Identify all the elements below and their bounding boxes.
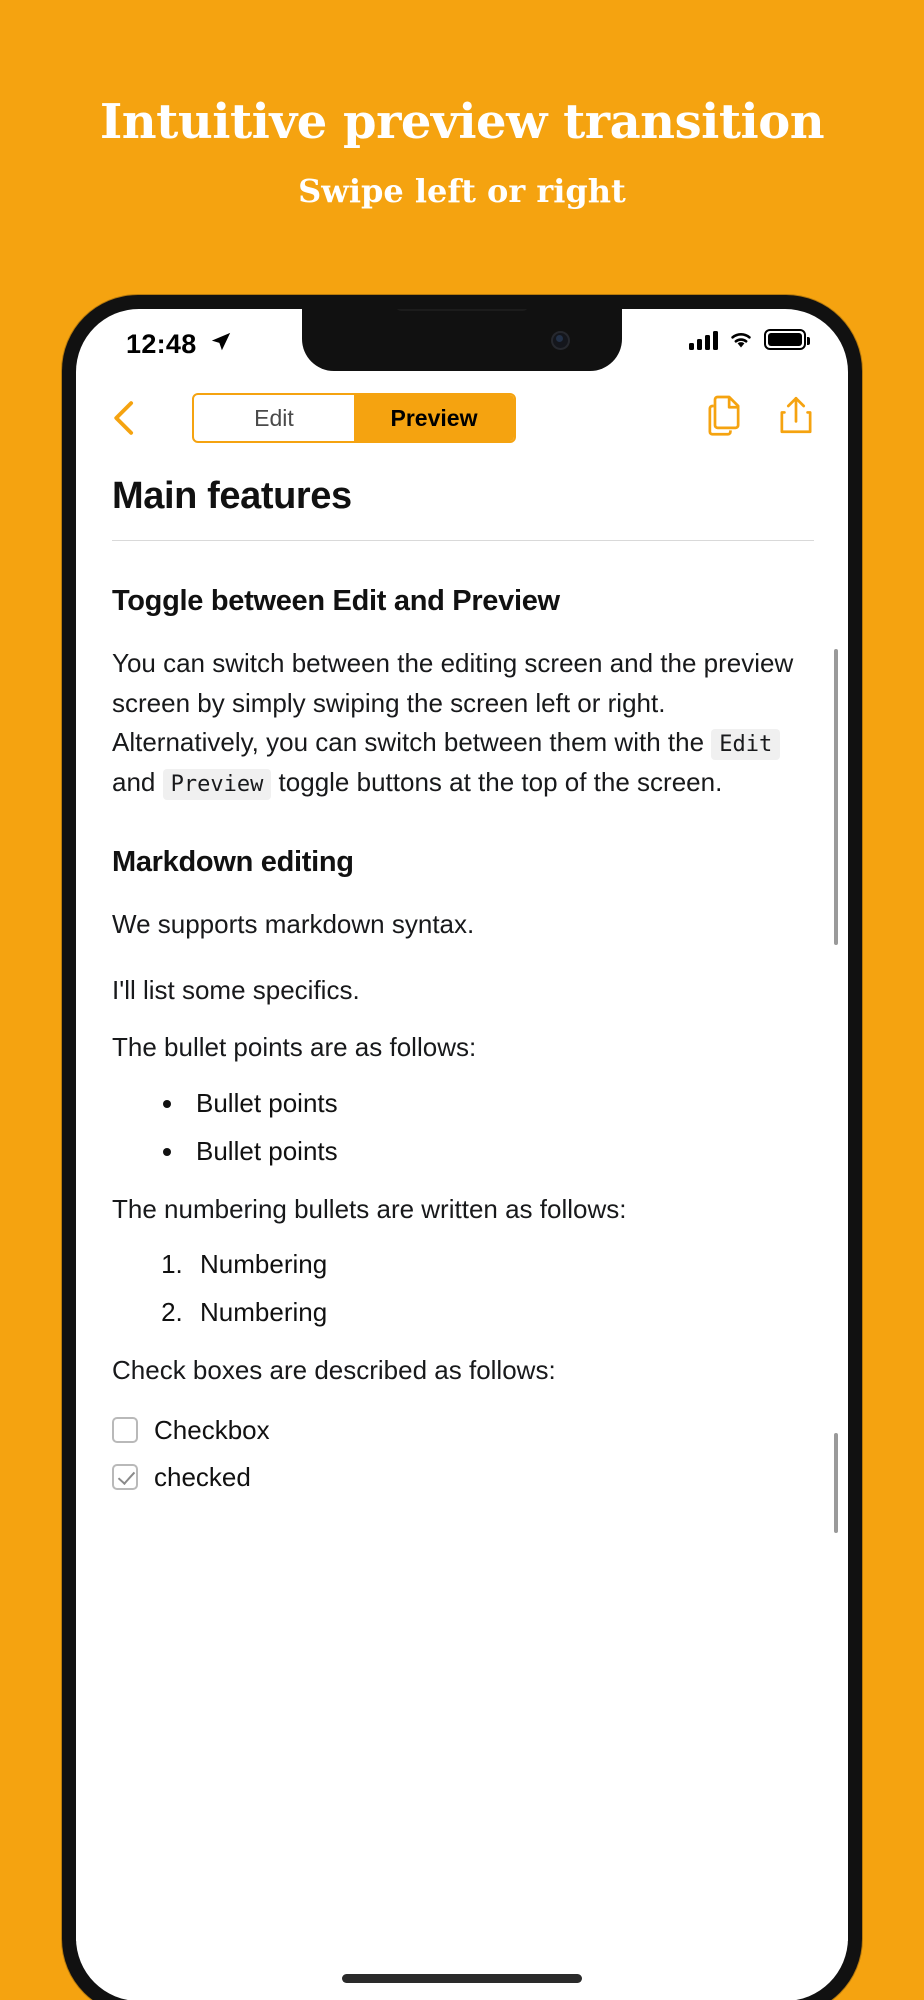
app-toolbar bbox=[76, 375, 848, 461]
list-item: 2. Numbering bbox=[190, 1299, 814, 1325]
phone-notch bbox=[302, 309, 622, 371]
tab-edit[interactable]: Edit bbox=[254, 404, 294, 431]
inline-code-preview: Preview bbox=[163, 769, 272, 800]
earpiece-speaker bbox=[396, 309, 528, 311]
phone-screen bbox=[76, 309, 848, 2000]
markdown-paragraph-2-line-1: I'll list some specifics. bbox=[112, 974, 360, 1005]
inline-code-edit: Edit bbox=[711, 729, 780, 760]
numbered-list bbox=[112, 1249, 814, 1328]
markdown-paragraph-2-line-2: The bullet points are as follows: bbox=[112, 1032, 477, 1063]
paragraph-text-part-1: You can switch between the editing screen and the preview screen by simply swiping the screen left or right. Alternatively, you can switch between them with the bbox=[112, 648, 794, 758]
checkbox-checked-icon[interactable] bbox=[112, 1464, 138, 1490]
list-item: • Bullet points bbox=[186, 1138, 814, 1164]
paragraph-text-part-3: toggle buttons at the top of the screen. bbox=[271, 766, 723, 797]
document-title: Main features bbox=[112, 475, 352, 517]
markdown-paragraph-1: We supports markdown syntax. bbox=[112, 909, 475, 940]
signal-bars-icon bbox=[689, 330, 718, 350]
location-arrow-icon bbox=[210, 331, 232, 353]
list-item: • Bullet points bbox=[186, 1090, 814, 1116]
markdown-paragraph-3: The numbering bullets are written as follows: bbox=[112, 1193, 627, 1224]
section-heading-markdown: Markdown editing bbox=[112, 846, 354, 879]
scrollbar-upper[interactable] bbox=[834, 649, 838, 945]
markdown-paragraph-4: Check boxes are described as follows: bbox=[112, 1355, 556, 1386]
home-indicator[interactable] bbox=[342, 1974, 582, 1983]
wifi-icon bbox=[727, 329, 755, 350]
bullet-list bbox=[112, 1087, 814, 1166]
duplicate-document-icon[interactable] bbox=[706, 393, 742, 437]
share-upload-icon[interactable] bbox=[778, 393, 814, 437]
front-camera-icon bbox=[551, 331, 570, 350]
section-heading-toggle: Toggle between Edit and Preview bbox=[112, 585, 560, 617]
list-item[interactable] bbox=[112, 1462, 814, 1493]
tab-preview[interactable]: Preview bbox=[354, 395, 514, 441]
toolbar-actions bbox=[706, 393, 814, 437]
checkbox-label: checked bbox=[154, 1461, 251, 1492]
list-item[interactable] bbox=[112, 1415, 814, 1446]
checkbox-list bbox=[112, 1415, 814, 1540]
section-paragraph-toggle bbox=[112, 644, 814, 802]
markdown-preview-pane[interactable] bbox=[76, 461, 848, 1941]
checkbox-unchecked-icon[interactable] bbox=[112, 1417, 138, 1443]
battery-full-icon bbox=[764, 329, 806, 350]
edit-preview-segmented-control[interactable] bbox=[192, 393, 516, 443]
chevron-left-icon[interactable] bbox=[104, 397, 146, 439]
content-bottom-mask bbox=[76, 1885, 848, 1941]
phone-mockup bbox=[62, 295, 862, 2000]
clipped-content-row bbox=[114, 1509, 814, 1540]
promo-headline: Intuitive preview transition bbox=[99, 94, 825, 150]
status-indicators bbox=[689, 329, 806, 350]
promo-subheadline: Swipe left or right bbox=[298, 172, 626, 210]
list-item: 1. Numbering bbox=[190, 1251, 814, 1277]
status-time: 12:48 bbox=[126, 329, 197, 359]
checkbox-label: Checkbox bbox=[154, 1414, 270, 1445]
paragraph-text-part-2: and bbox=[112, 766, 163, 797]
title-divider bbox=[112, 540, 814, 541]
scrollbar-lower[interactable] bbox=[834, 1433, 838, 1533]
